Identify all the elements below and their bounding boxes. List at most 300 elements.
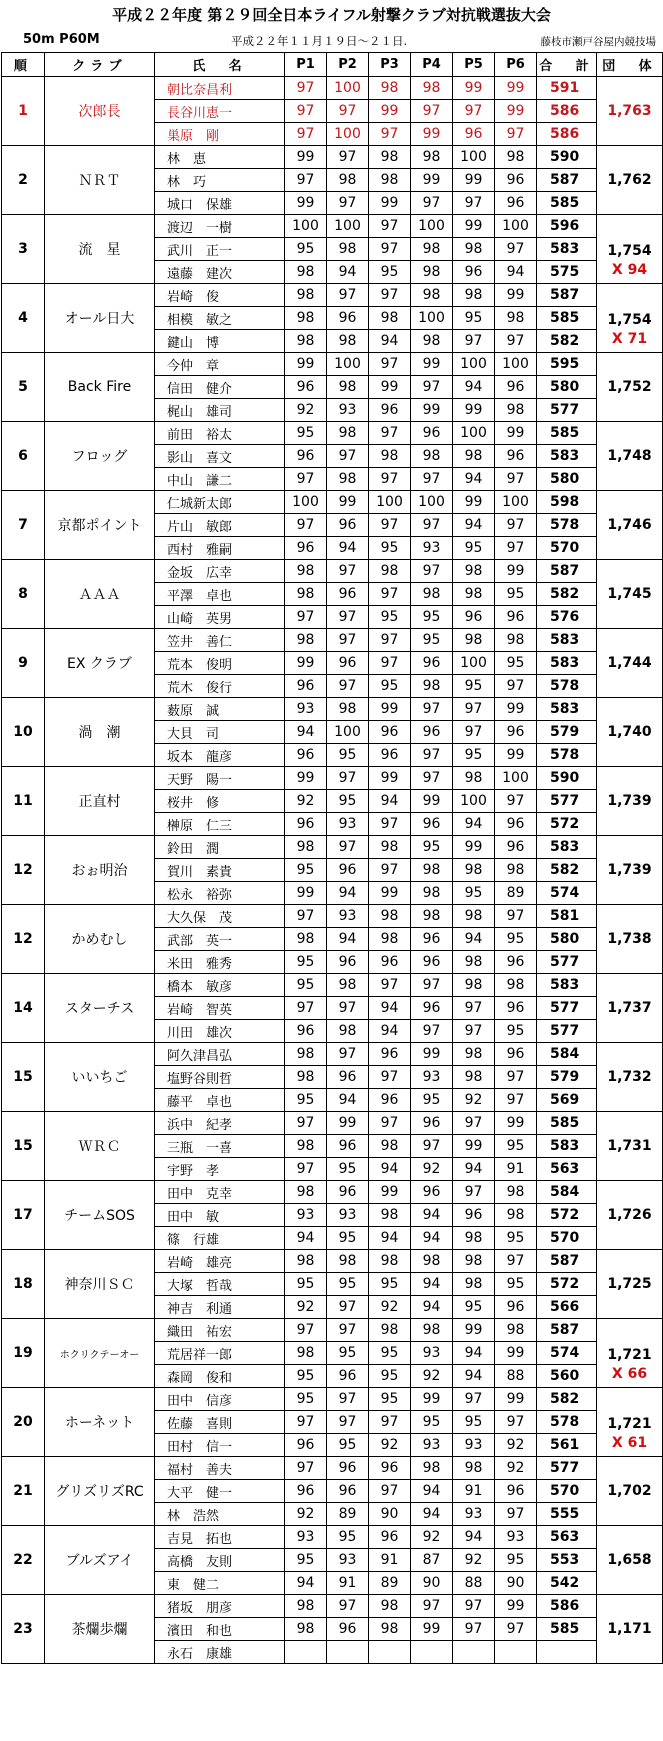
table-row (2, 77, 663, 100)
series-score-cell: 96 (327, 1135, 369, 1158)
individual-total-cell: 570 (537, 1227, 597, 1250)
rank-cell: 15 (2, 1043, 45, 1112)
series-score-cell: 97 (495, 1411, 537, 1434)
individual-total-cell: 583 (537, 445, 597, 468)
series-score-cell: 98 (495, 399, 537, 422)
rank-cell: 4 (2, 284, 45, 353)
athlete-name-cell: 武川 正一 (155, 238, 285, 261)
series-score-cell: 95 (285, 951, 327, 974)
series-score-cell: 96 (411, 1112, 453, 1135)
series-score-cell: 98 (327, 1020, 369, 1043)
series-score-cell: 96 (327, 1181, 369, 1204)
series-score-cell: 99 (285, 146, 327, 169)
series-score-cell: 95 (327, 790, 369, 813)
series-score-cell: 97 (285, 1411, 327, 1434)
series-score-cell: 95 (285, 974, 327, 997)
series-score-cell: 99 (453, 836, 495, 859)
series-score-cell: 98 (495, 859, 537, 882)
individual-total-cell: 583 (537, 698, 597, 721)
series-score-cell: 97 (285, 606, 327, 629)
series-score-cell: 98 (453, 284, 495, 307)
series-score-cell: 100 (411, 215, 453, 238)
athlete-name-cell: 永石 康雄 (155, 1641, 285, 1664)
series-score-cell: 96 (411, 422, 453, 445)
team-total-value: 1,721 (607, 1415, 652, 1432)
athlete-name-cell: 山崎 英男 (155, 606, 285, 629)
individual-total-cell: 587 (537, 560, 597, 583)
team-total-value: 1,171 (607, 1621, 652, 1637)
club-name-cell: 京都ポイント (45, 491, 155, 560)
series-score-cell: 97 (411, 767, 453, 790)
table-row (2, 698, 663, 721)
individual-total-cell: 585 (537, 1618, 597, 1641)
series-score-cell: 99 (495, 744, 537, 767)
series-score-cell: 89 (369, 1572, 411, 1595)
series-score-cell: 97 (285, 468, 327, 491)
athlete-name-cell: 荒本 俊明 (155, 652, 285, 675)
series-score-cell: 98 (285, 560, 327, 583)
series-score-cell: 98 (453, 1227, 495, 1250)
table-row (2, 1526, 663, 1549)
series-score-cell: 97 (495, 468, 537, 491)
series-score-cell: 97 (285, 123, 327, 146)
series-score-cell: 98 (411, 905, 453, 928)
series-score-cell: 99 (285, 192, 327, 215)
series-score-cell: 94 (453, 468, 495, 491)
series-score-cell: 96 (285, 813, 327, 836)
series-score-cell: 100 (453, 652, 495, 675)
series-score-cell: 98 (369, 1595, 411, 1618)
athlete-name-cell: 大貝 司 (155, 721, 285, 744)
series-score-cell: 93 (327, 813, 369, 836)
rank-cell: 18 (2, 1250, 45, 1319)
series-score-cell: 97 (369, 238, 411, 261)
individual-total-cell: 587 (537, 1250, 597, 1273)
individual-total-cell: 584 (537, 1043, 597, 1066)
col-rank-header: 順 (2, 53, 45, 77)
individual-total-cell: 583 (537, 1135, 597, 1158)
club-name-cell: いいちご (45, 1043, 155, 1112)
series-score-cell: 92 (285, 790, 327, 813)
series-score-cell: 96 (453, 606, 495, 629)
table-row (2, 836, 663, 859)
series-score-cell: 98 (327, 376, 369, 399)
series-score-cell: 96 (411, 721, 453, 744)
series-score-cell: 98 (369, 169, 411, 192)
series-score-cell: 97 (453, 698, 495, 721)
series-score-cell: 93 (411, 1066, 453, 1089)
series-score-cell: 97 (453, 997, 495, 1020)
team-total-value: 1,754 (607, 242, 652, 259)
club-name-cell: ＷＲＣ (45, 1112, 155, 1181)
series-score-cell: 95 (453, 675, 495, 698)
rank-cell: 3 (2, 215, 45, 284)
athlete-name-cell: 坂本 龍彦 (155, 744, 285, 767)
series-score-cell (453, 1641, 495, 1664)
series-score-cell: 94 (369, 1158, 411, 1181)
series-score-cell: 95 (453, 882, 495, 905)
series-score-cell: 99 (369, 192, 411, 215)
series-score-cell: 90 (411, 1572, 453, 1595)
series-score-cell: 96 (327, 951, 369, 974)
page-title: 平成２２年度 第２９回全日本ライフル射撃クラブ対抗戦選抜大会 (112, 6, 551, 24)
series-score-cell: 98 (285, 1618, 327, 1641)
series-score-cell: 97 (327, 997, 369, 1020)
series-score-cell: 97 (453, 192, 495, 215)
individual-total-cell: 585 (537, 307, 597, 330)
athlete-name-cell: 藤平 卓也 (155, 1089, 285, 1112)
series-score-cell: 94 (453, 514, 495, 537)
series-score-cell: 96 (285, 537, 327, 560)
series-score-cell: 96 (495, 997, 537, 1020)
series-score-cell: 98 (369, 560, 411, 583)
series-score-cell: 98 (285, 1043, 327, 1066)
table-row (2, 1457, 663, 1480)
series-score-cell: 98 (369, 836, 411, 859)
series-score-cell: 96 (285, 675, 327, 698)
athlete-name-cell: 高橋 友則 (155, 1549, 285, 1572)
series-score-cell: 95 (411, 629, 453, 652)
series-score-cell: 95 (369, 1388, 411, 1411)
series-score-cell: 91 (453, 1480, 495, 1503)
col-p3-header: P3 (369, 53, 411, 77)
series-score-cell: 93 (411, 537, 453, 560)
athlete-name-cell: 武部 英一 (155, 928, 285, 951)
series-score-cell: 97 (285, 1158, 327, 1181)
athlete-name-cell: 岩崎 俊 (155, 284, 285, 307)
series-score-cell: 97 (327, 1411, 369, 1434)
individual-total-cell: 581 (537, 905, 597, 928)
individual-total-cell: 574 (537, 1342, 597, 1365)
series-score-cell: 99 (453, 1135, 495, 1158)
series-score-cell: 93 (453, 1434, 495, 1457)
series-score-cell (495, 1641, 537, 1664)
team-total-cell (597, 905, 663, 974)
series-score-cell: 95 (411, 1089, 453, 1112)
series-score-cell: 98 (285, 1342, 327, 1365)
athlete-name-cell: 片山 敏郎 (155, 514, 285, 537)
series-score-cell: 98 (453, 560, 495, 583)
series-score-cell: 97 (369, 1112, 411, 1135)
series-score-cell: 97 (327, 1595, 369, 1618)
results-document (1, 0, 662, 1664)
individual-total-cell: 579 (537, 721, 597, 744)
series-score-cell: 96 (411, 951, 453, 974)
series-score-cell: 99 (495, 284, 537, 307)
series-score-cell: 96 (327, 1066, 369, 1089)
series-score-cell: 98 (411, 77, 453, 100)
series-score-cell: 98 (453, 1250, 495, 1273)
table-row (2, 1388, 663, 1411)
series-score-cell: 98 (453, 583, 495, 606)
series-score-cell: 98 (369, 905, 411, 928)
club-name-cell: 正直村 (45, 767, 155, 836)
rank-cell: 2 (2, 146, 45, 215)
series-score-cell: 92 (369, 1296, 411, 1319)
athlete-name-cell: 篠 行雄 (155, 1227, 285, 1250)
team-total-value: 1,726 (607, 1207, 652, 1223)
athlete-name-cell: 織田 祐宏 (155, 1319, 285, 1342)
series-score-cell: 95 (285, 1089, 327, 1112)
athlete-name-cell: 薮原 誠 (155, 698, 285, 721)
table-row (2, 974, 663, 997)
rank-cell: 17 (2, 1181, 45, 1250)
tiebreak-x-count: X 71 (611, 330, 648, 347)
series-score-cell: 96 (495, 192, 537, 215)
series-score-cell: 94 (495, 261, 537, 284)
series-score-cell: 96 (369, 399, 411, 422)
series-score-cell: 97 (369, 1411, 411, 1434)
athlete-name-cell: 林 浩然 (155, 1503, 285, 1526)
series-score-cell: 97 (453, 1388, 495, 1411)
series-score-cell: 97 (285, 77, 327, 100)
athlete-name-cell: 佐藤 喜則 (155, 1411, 285, 1434)
series-score-cell: 95 (369, 1342, 411, 1365)
series-score-cell: 97 (285, 997, 327, 1020)
individual-total-cell: 585 (537, 1112, 597, 1135)
series-score-cell: 99 (495, 1595, 537, 1618)
series-score-cell: 98 (411, 1319, 453, 1342)
club-name-cell: 流 星 (45, 215, 155, 284)
series-score-cell: 97 (327, 560, 369, 583)
athlete-name-cell: 長谷川恵一 (155, 100, 285, 123)
club-name-cell: フロッグ (45, 422, 155, 491)
series-score-cell: 97 (495, 537, 537, 560)
club-name-cell: 渦 潮 (45, 698, 155, 767)
athlete-name-cell: 松永 裕弥 (155, 882, 285, 905)
series-score-cell: 95 (369, 1365, 411, 1388)
series-score-cell: 98 (285, 583, 327, 606)
table-row (2, 560, 663, 583)
series-score-cell: 99 (411, 353, 453, 376)
athlete-name-cell: 遠藤 建次 (155, 261, 285, 284)
individual-total-cell: 566 (537, 1296, 597, 1319)
series-score-cell (285, 1641, 327, 1664)
series-score-cell: 100 (285, 215, 327, 238)
club-name-cell: Back Fire (45, 353, 155, 422)
series-score-cell: 98 (453, 445, 495, 468)
rank-cell: 19 (2, 1319, 45, 1388)
individual-total-cell: 576 (537, 606, 597, 629)
series-score-cell: 99 (369, 767, 411, 790)
club-name-cell: ＡＡＡ (45, 560, 155, 629)
series-score-cell: 97 (327, 1319, 369, 1342)
series-score-cell: 94 (327, 261, 369, 284)
team-total-cell (597, 77, 663, 146)
athlete-name-cell: 川田 雄次 (155, 1020, 285, 1043)
series-score-cell: 96 (495, 169, 537, 192)
series-score-cell: 94 (327, 537, 369, 560)
series-score-cell: 100 (453, 422, 495, 445)
series-score-cell: 98 (285, 330, 327, 353)
series-score-cell: 100 (411, 307, 453, 330)
series-score-cell: 98 (369, 928, 411, 951)
series-score-cell: 96 (369, 1043, 411, 1066)
series-score-cell: 94 (327, 882, 369, 905)
series-score-cell: 97 (369, 514, 411, 537)
series-score-cell: 95 (369, 537, 411, 560)
athlete-name-cell: 塩野谷則哲 (155, 1066, 285, 1089)
series-score-cell: 97 (495, 1066, 537, 1089)
individual-total-cell: 587 (537, 284, 597, 307)
col-p1-header: P1 (285, 53, 327, 77)
series-score-cell: 100 (495, 491, 537, 514)
team-total-cell (597, 1388, 663, 1457)
table-row (2, 1319, 663, 1342)
series-score-cell: 98 (285, 261, 327, 284)
individual-total-cell: 569 (537, 1089, 597, 1112)
series-score-cell: 95 (285, 238, 327, 261)
series-score-cell: 94 (453, 928, 495, 951)
athlete-name-cell: 猪坂 朋彦 (155, 1595, 285, 1618)
table-row (2, 1112, 663, 1135)
series-score-cell: 97 (411, 514, 453, 537)
col-p2-header: P2 (327, 53, 369, 77)
subheader (1, 30, 662, 52)
series-score-cell: 98 (453, 1273, 495, 1296)
athlete-name-cell: 濱田 和也 (155, 1618, 285, 1641)
athlete-name-cell: 渡辺 一樹 (155, 215, 285, 238)
series-score-cell: 98 (453, 951, 495, 974)
team-total-cell (597, 1181, 663, 1250)
series-score-cell: 96 (453, 261, 495, 284)
series-score-cell: 98 (369, 1319, 411, 1342)
team-total-value: 1,752 (607, 379, 652, 395)
individual-total-cell: 578 (537, 1411, 597, 1434)
team-total-value: 1,739 (607, 862, 652, 878)
series-score-cell: 96 (411, 1181, 453, 1204)
series-score-cell: 97 (411, 192, 453, 215)
individual-total-cell: 570 (537, 537, 597, 560)
athlete-name-cell: 神吉 利通 (155, 1296, 285, 1319)
team-total-value: 1,731 (607, 1138, 652, 1154)
series-score-cell: 100 (327, 77, 369, 100)
series-score-cell: 99 (411, 169, 453, 192)
series-score-cell: 94 (369, 1020, 411, 1043)
series-score-cell: 98 (327, 169, 369, 192)
series-score-cell: 96 (495, 445, 537, 468)
individual-total-cell: 579 (537, 1066, 597, 1089)
series-score-cell: 94 (411, 1503, 453, 1526)
series-score-cell: 100 (327, 721, 369, 744)
series-score-cell: 97 (327, 1388, 369, 1411)
series-score-cell: 98 (411, 330, 453, 353)
table-row (2, 1043, 663, 1066)
team-total-cell (597, 1250, 663, 1319)
team-total-cell (597, 491, 663, 560)
series-score-cell: 97 (327, 100, 369, 123)
rank-cell: 12 (2, 836, 45, 905)
series-score-cell: 97 (327, 767, 369, 790)
series-score-cell: 92 (495, 1457, 537, 1480)
series-score-cell: 97 (369, 1480, 411, 1503)
series-score-cell: 97 (453, 721, 495, 744)
series-score-cell: 100 (285, 491, 327, 514)
series-score-cell: 96 (327, 583, 369, 606)
athlete-name-cell: 桜井 修 (155, 790, 285, 813)
athlete-name-cell: 梶山 雄司 (155, 399, 285, 422)
series-score-cell: 92 (285, 399, 327, 422)
individual-total-cell: 577 (537, 1020, 597, 1043)
series-score-cell: 95 (495, 1135, 537, 1158)
series-score-cell: 96 (369, 1457, 411, 1480)
series-score-cell: 95 (285, 1365, 327, 1388)
individual-total-cell: 560 (537, 1365, 597, 1388)
series-score-cell: 94 (453, 813, 495, 836)
series-score-cell: 99 (411, 399, 453, 422)
series-score-cell: 99 (495, 100, 537, 123)
series-score-cell: 96 (327, 1618, 369, 1641)
series-score-cell: 98 (411, 882, 453, 905)
individual-total-cell: 584 (537, 1181, 597, 1204)
individual-total-cell: 572 (537, 1204, 597, 1227)
series-score-cell: 96 (495, 836, 537, 859)
col-total-header: 合 計 (537, 53, 597, 77)
table-row (2, 146, 663, 169)
individual-total-cell: 585 (537, 422, 597, 445)
series-score-cell: 98 (285, 307, 327, 330)
series-score-cell: 95 (495, 1549, 537, 1572)
individual-total-cell: 598 (537, 491, 597, 514)
athlete-name-cell: 天野 陽一 (155, 767, 285, 790)
table-row (2, 1250, 663, 1273)
team-total-value: 1,725 (607, 1276, 652, 1292)
individual-total-cell: 577 (537, 951, 597, 974)
series-score-cell: 98 (411, 238, 453, 261)
series-score-cell: 95 (453, 1296, 495, 1319)
rank-cell: 6 (2, 422, 45, 491)
athlete-name-cell: 田中 敏 (155, 1204, 285, 1227)
series-score-cell: 95 (369, 675, 411, 698)
series-score-cell: 87 (411, 1549, 453, 1572)
rank-cell: 20 (2, 1388, 45, 1457)
event-dates: 平成２２年１１月１９日～２１日. (231, 34, 408, 48)
individual-total-cell: 563 (537, 1158, 597, 1181)
team-total-value: 1,737 (607, 1000, 652, 1016)
series-score-cell: 92 (411, 1158, 453, 1181)
series-score-cell: 95 (495, 652, 537, 675)
individual-total-cell: 580 (537, 468, 597, 491)
series-score-cell: 95 (495, 1227, 537, 1250)
club-name-cell: グリズリズRC (45, 1457, 155, 1526)
series-score-cell: 94 (327, 1089, 369, 1112)
individual-total-cell: 591 (537, 77, 597, 100)
series-score-cell: 98 (453, 1457, 495, 1480)
individual-total-cell: 587 (537, 1319, 597, 1342)
series-score-cell: 98 (411, 1457, 453, 1480)
series-score-cell: 95 (495, 1273, 537, 1296)
series-score-cell: 99 (285, 353, 327, 376)
team-total-value: 1,762 (607, 172, 652, 188)
series-score-cell: 97 (285, 1112, 327, 1135)
series-score-cell: 97 (327, 1043, 369, 1066)
series-score-cell: 95 (285, 1549, 327, 1572)
series-score-cell: 96 (285, 744, 327, 767)
series-score-cell (411, 1641, 453, 1664)
individual-total-cell: 583 (537, 238, 597, 261)
series-score-cell: 98 (285, 836, 327, 859)
series-score-cell: 98 (327, 330, 369, 353)
individual-total-cell: 577 (537, 997, 597, 1020)
team-total-cell (597, 1112, 663, 1181)
series-score-cell: 97 (495, 1089, 537, 1112)
series-score-cell: 97 (411, 560, 453, 583)
series-score-cell: 99 (369, 1181, 411, 1204)
series-score-cell: 98 (495, 146, 537, 169)
series-score-cell: 98 (369, 1135, 411, 1158)
athlete-name-cell: 田中 信彦 (155, 1388, 285, 1411)
series-score-cell: 96 (495, 1296, 537, 1319)
